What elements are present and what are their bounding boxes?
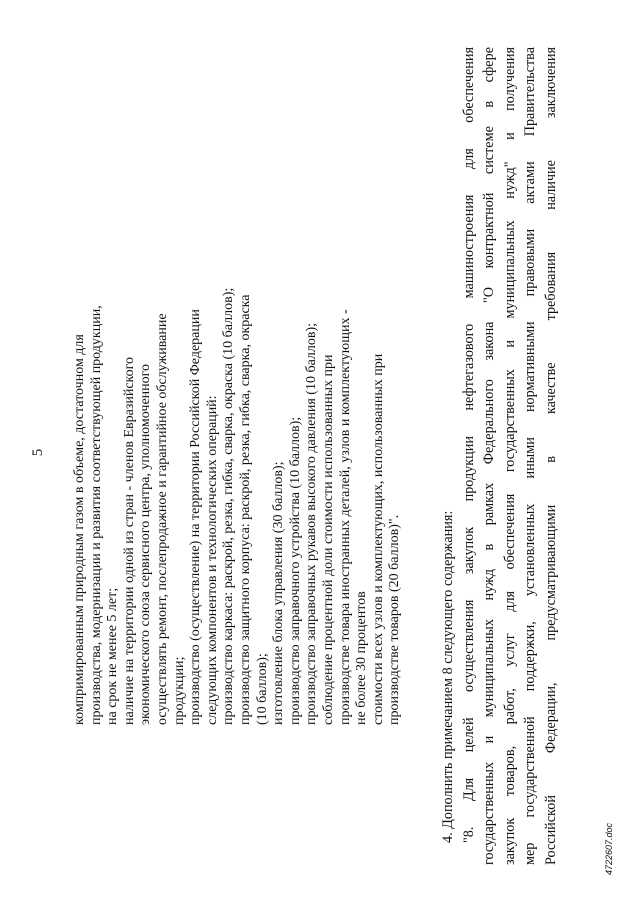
list-line: на срок не менее 5 лет; bbox=[105, 587, 121, 725]
list-line: производстве товаров (20 баллов)". bbox=[387, 514, 403, 725]
list-line: следующих компонентов и технологических операций: bbox=[204, 395, 220, 725]
section-heading: 4. Дополнить примечанием 8 следующего содержания: bbox=[440, 510, 456, 843]
list-line: осуществлять ремонт, послепродажное и гарантийное обслуживание bbox=[154, 313, 170, 725]
list-line: (10 баллов); bbox=[254, 653, 270, 725]
list-line: продукции; bbox=[171, 656, 187, 725]
list-line: производство (осуществление) на территории Российской Федерации bbox=[188, 309, 204, 725]
list-line: не более 30 процентов bbox=[354, 591, 370, 725]
list-line: производство заправочных рукавов высокого давления (10 баллов); bbox=[304, 322, 320, 725]
list-line: наличие на территории одной из стран - членов Евразийского bbox=[121, 356, 137, 725]
list-line: стоимости всех узлов и комплектующих, использованных при bbox=[370, 353, 386, 725]
page-number: 5 bbox=[30, 448, 46, 457]
list-line: производство защитного корпуса: раскрой, резка, гибка, сварка, окраска bbox=[237, 294, 253, 725]
list-line: производство каркаса: раскрой, резка, гибка, сварка, окраска (10 баллов); bbox=[221, 287, 237, 725]
document-filename: 4722607.doc bbox=[604, 822, 614, 875]
list-line: изготовление блока управления (30 баллов); bbox=[271, 461, 287, 725]
requirements-list bbox=[72, 125, 404, 725]
paragraph-line: закупок товаров, работ, услуг для обеспечения государственных и муниципальных нужд" и получения bbox=[501, 47, 518, 865]
list-line: производства, модернизации и развития соответствующей продукции, bbox=[88, 305, 104, 725]
list-line: производстве товара иностранных деталей, узлов и комплектующих - bbox=[337, 309, 353, 725]
list-line: производство заправочного устройства (10 баллов); bbox=[287, 416, 303, 725]
paragraph-line: государственных и муниципальных нужд в рамках Федерального закона "О контрактной системе в сфере bbox=[481, 47, 497, 865]
amendment-section bbox=[438, 47, 561, 865]
list-line: компримированным природным газом в объеме, достаточном для bbox=[72, 334, 87, 725]
paragraph-line: Российской Федерации, предусматривающими в качестве требования наличие заключения bbox=[542, 47, 559, 865]
paragraph-line: "8. Для целей осуществления закупок продукции нефтегазового машиностроения для обеспечения bbox=[460, 47, 477, 843]
list-line: соблюдение процентной доли стоимости использованных при bbox=[320, 354, 336, 725]
list-line: экономического союза сервисного центра, уполномоченного bbox=[138, 363, 154, 725]
paragraph-line: мер государственной поддержки, установленных иными нормативными правовыми актами Правительства bbox=[522, 47, 538, 865]
